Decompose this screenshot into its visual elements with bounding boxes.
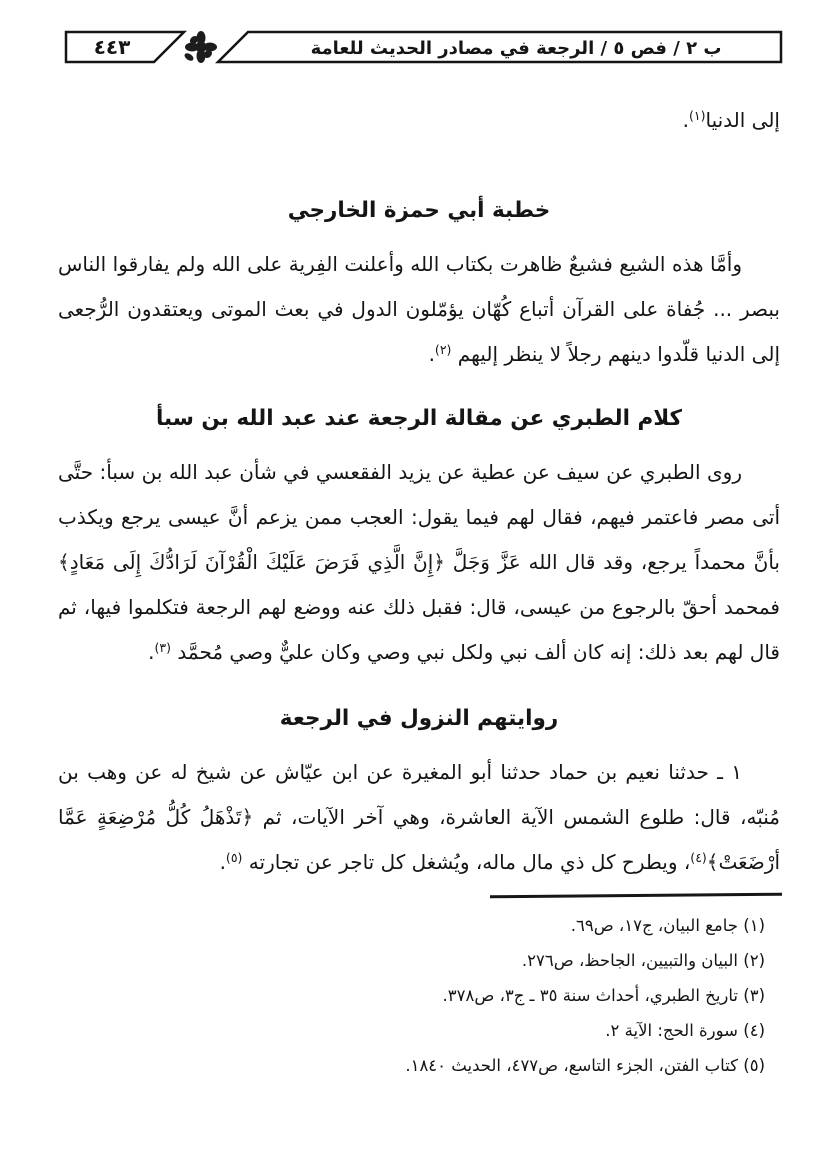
section-heading-khutba: خطبة أبي حمزة الخارجي: [287, 198, 551, 223]
carryover-line: إلى الدنيا$^{(١)}$.: [682, 108, 780, 132]
footnotes-block: [0, 894, 828, 1083]
footnote-item: (١) جامع البيان، ج١٧، ص٦٩.: [570, 916, 765, 935]
section-paragraph-nuzul: ١ ـ حدثنا نعيم بن حماد حدثنا أبو المغيرة عن ابن عيّاش عن شيخ له عن وهب بن مُنبّه، قال: طلوع الشمس الآية العاشرة، وهي آخر الآيات، ثم ﴿تَذْهَلُ كُلُّ مُرْضِعَةٍ عَمَّا أرْضَعَتْ﴾$^{(٤)}$، ويطرح كل ذي مال ماله، ويُشغل كل تاجر عن تجارته $^{(٥)}$.: [58, 760, 780, 874]
footnote-item: (٣) تاريخ الطبري، أحداث سنة ٣٥ ـ ج٣، ص٣٧٨.: [442, 986, 765, 1005]
section-heading-nuzul: روايتهم النزول في الرجعة: [279, 706, 559, 731]
footnote-separator: [490, 893, 782, 899]
footnote-item: (٢) البيان والتبيين، الجاحظ، ص٢٧٦.: [521, 951, 765, 970]
header-title: ب ٢ / فص ٥ / الرجعة في مصادر الحديث للعامة: [310, 38, 722, 59]
section-paragraph-tabari: روى الطبري عن سيف عن عطية عن يزيد الفقعسي في شأن عبد الله بن سبأ: حتَّى أتى مصر فاعتمر فيهم، فقال لهم فيما يقول: العجب ممن يزعم أنَّ عيسى يرجع ويكذب بأنَّ محمداً يرجع، وقد قال الله عَزَّ وَجَلَّ ﴿إِنَّ الَّذِي فَرَضَ عَلَيْكَ الْقُرْآنَ لَرَادُّكَ إِلَى مَعَادٍ﴾ فمحمد أحقّ بالرجوع من عيسى، قال: فقبل ذلك عنه ووضع لهم الرجعة فتكلموا فيها، ثم قال لهم بعد ذلك: إنه كان ألف نبي ولكل نبي وصي وكان عليٌّ وصي مُحمَّد $^{(٣)}$.: [58, 460, 780, 664]
footnote-item: (٥) كتاب الفتن، الجزء التاسع، ص٤٧٧، الحديث ١٨٤٠.: [405, 1056, 765, 1075]
page-body: [0, 98, 828, 885]
footnote-item: (٤) سورة الحج: الآية ٢.: [605, 1021, 765, 1040]
page-header: [64, 30, 784, 64]
floral-ornament-icon: [183, 31, 217, 63]
section-paragraph-khutba: وأمَّا هذه الشيع فشيعٌ ظاهرت بكتاب الله وأعلنت الفِرية على الله ولم يفارقوا الناس ببصر ... جُفاة على القرآن أتباع كُهّان يؤمّلون الدول في بعث الموتى ويعتقدون الرُّجعى إلى الدنيا قلّدوا دينهم رجلاً لا ينظر إليهم $^{(٢)}$.: [58, 252, 780, 366]
page-number: ٤٤٣: [93, 35, 131, 59]
section-heading-tabari: كلام الطبري عن مقالة الرجعة عند عبد الله بن سبأ: [155, 406, 683, 431]
